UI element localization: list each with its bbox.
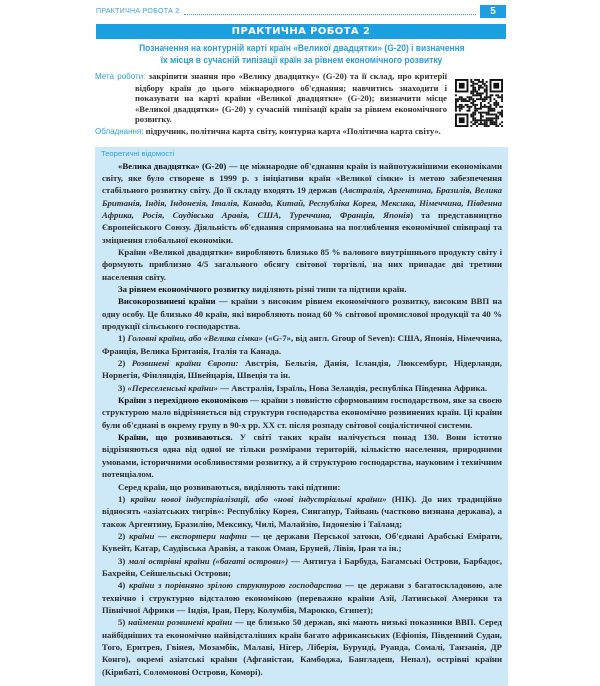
text-segment: 2) (118, 358, 132, 369)
text-segment: 4) (118, 580, 129, 591)
bold-term: Країни, що розвиваються. (118, 432, 233, 443)
text-segment: — Антигуа і Барбуда, Багамські Острови, Барбадос, Бахрейн, Сейшельські Острови; (102, 555, 503, 578)
theory-paragraph (102, 160, 502, 246)
bold-term: Країни з перехідною економікою (118, 395, 248, 406)
text-segment: У світі таких країн налічується понад 130. Вони істотно відрізняються одна від одної не тільки розмірами територій, кількістю населення, природними умовами, історичними особливостями розвитку, а й структурою господарства, науковим і технічним потенціалом. (102, 432, 502, 480)
italic-text: країни — експортери нафти (129, 530, 247, 541)
subtitle-line: їх місця в сучасній типізації країн за рівнем економічного розвитку (160, 54, 443, 65)
theory-title: Теоретичні відомості (101, 148, 175, 158)
bold-term: Високорозвинені країни (118, 296, 216, 307)
purpose-row (95, 71, 447, 125)
theory-paragraph (102, 555, 502, 580)
theory-paragraph (102, 530, 502, 555)
page-number: 5 (480, 5, 506, 18)
bold-term: За рівнем економічного розвитку (118, 284, 250, 294)
equipment-text: підручник, політична карта світу, контурна карта «Політична карта світу». (145, 125, 441, 136)
text-segment: 3) (118, 555, 129, 566)
text-segment: — це держави з багатоскладовою, але технічно і структурно відсталою економікою (переважно країни Азії, Латинської Америки та Північної Африки — Індія, Іран, Перу, Колумбія, Марокко, Єгипет); (102, 580, 503, 615)
italic-text: Головні країни, або «Велика сімка» (127, 333, 263, 344)
theory-paragraph (102, 332, 502, 357)
text-segment: («G-7», від англ. Group of Seven): США, Японія, Німеччина, Франція, Велика Британія, Італія та Канада. (102, 333, 502, 356)
text-segment: 1) (118, 493, 131, 504)
text-segment: — країни з високим рівнем економічного розвитку, високим ВВП на одну особу. Це близько 40 країн, які виробляють понад 60 % світової промислової продукції та 40 % продукції сільського господарства. (102, 296, 502, 332)
equipment-label: Обладнання: (95, 126, 144, 136)
theory-paragraph (102, 616, 502, 678)
text-segment: — це міжнародне об'єднання країн із найпотужнішими економіками світу, яке було створене в 1999 р. з ініціативи країн «Великої сімки» із метою забезпечення стабільного розвитку світу. До її складу входять 19 держав ( (102, 160, 503, 196)
text-segment: — це держави Перської затоки, Об'єднані Арабські Емірати, Кувейт, Катар, Саудівська Аравія, а також Оман, Бруней, Лівія, Іран та ін.; (102, 530, 502, 554)
purpose-label: Мета роботи: (95, 72, 146, 81)
theory-paragraph (102, 246, 502, 283)
italic-text: країни нової індустріалізації, або «нові індустріальні країни» (130, 493, 387, 504)
theory-box (95, 147, 508, 686)
italic-text: найменш розвинені країни (128, 617, 233, 628)
text-segment: (НІК). До них традиційно відносять «азіатських тигрів»: Республіку Корея, Сингапур, Тайвань (частково визнана держава), а також Аргентину, Бразилію, Мексику, Чилі, Малайзію, Індонезію і Таїланд; (102, 493, 503, 529)
purpose-area (95, 71, 508, 139)
equipment-row (95, 126, 447, 138)
text-segment: Австрія, Бельгія, Данія, Ісландія, Люксембург, Нідерланди, Норвегія, Фінляндія, Швейцарія, Швеція та ін. (102, 358, 502, 381)
text-segment: ) та представництво Європейського Союзу. Діяльність об'єднання спрямована на поглиблення економічної співпраці та зміцнення глобальної економіки. (102, 209, 502, 245)
work-subtitle (95, 42, 508, 66)
bold-term: «Велика двадцятка» (G-20) (118, 160, 227, 171)
theory-paragraph (102, 357, 502, 382)
italic-text: Австралія, Аргентина, Бразилія, Велика Британія, Індія, Індонезія, Італія, Канада, Китай, Республіка Корея, Мексика, Німеччина, Південна Африка, Росія, Саудівська Аравія, США, Туреччина, Франція, Японія (102, 185, 502, 220)
text-segment: Серед країн, що розвиваються, виділяють такі підтипи: (118, 481, 341, 492)
italic-text: «Переселенські країни» (127, 382, 219, 393)
theory-paragraph (102, 283, 502, 295)
text-segment: — Австралія, Ізраїль, Нова Зеландія, республіка Південна Африка. (218, 382, 488, 393)
text-segment: Країни «Великої двадцятки» виробляють близько 85 % валового внутрішнього продукту світу і формують приблизно 4/5 загального обсягу світової торгівлі, на них припадає дві третини населення світу. (102, 246, 502, 282)
text-segment: — країни з повністю сформованим господарством, яке за своєю структурою мало відрізняється від структури господарства економічно розвинених країн. Ці країни були об'єднані в окрему групу в 90-х рр. XX ст. після розпаду світової соціалістичної системи. (102, 395, 502, 430)
qr-code-icon[interactable] (455, 79, 503, 127)
running-header (96, 4, 506, 18)
text-segment: 5) (118, 617, 129, 628)
theory-paragraph (102, 579, 502, 616)
italic-text: малі острівні країни («багаті острови») (128, 555, 289, 566)
theory-paragraph (102, 493, 502, 530)
theory-body (102, 160, 502, 678)
text-segment: — це близько 50 держав, які мають низькі показники ВВП. Серед найбідніших та економічно найвідсталіших країн багато африканських (Ефіопія, Південний Судан, Того, Еритрея, Гвінея, Мозамбік, Малаві, Нігер, Ліберія, Бурунді, Руанда, Сомалі, Танзанія, ДР Конго), окремі азіатські країни (Афганістан, Камбоджа, Бангладеш, Непал), острівні країни (Кірибаті, Соломонові Острови, Коморі). (102, 617, 502, 677)
text-segment: 2) (118, 530, 130, 541)
text-segment: 1) (118, 333, 128, 344)
theory-paragraph (102, 295, 502, 332)
text-segment: 3) (118, 382, 128, 393)
italic-text: країни з порівняно зрілою структурою господарства (129, 580, 342, 591)
running-title: ПРАКТИЧНА РОБОТА 2 (96, 7, 180, 15)
dotted-leader (184, 8, 477, 15)
theory-paragraph (102, 394, 502, 431)
italic-text: Розвинені країни Європи: (131, 358, 239, 369)
theory-paragraph (102, 481, 502, 493)
subtitle-line: Позначення на контурній карті країн «Великої двадцятки» (G-20) і визначення (138, 42, 465, 53)
subtitle-line-wrap (95, 42, 508, 54)
theory-paragraph (102, 382, 502, 394)
page (95, 4, 508, 686)
page-title: ПРАКТИЧНА РОБОТА 2 (96, 24, 506, 39)
work-purpose-section (95, 71, 447, 139)
theory-paragraph (102, 431, 502, 480)
text-segment: виділяють різні типи та підтипи країн. (249, 284, 407, 294)
subtitle-line-wrap (95, 54, 508, 66)
purpose-text: закріпити знання про «Велику двадцятку» (G-20) та її склад, про критерії відбору країн до цього міжнародного об'єднання; навчитись знаходити і показувати на карті країни «Великої двадцятки» (G-20); визначити місце «Великої двадцятки» (G-20) у сучасній типізації країн за рівнем економічного розвитку. (135, 71, 448, 125)
